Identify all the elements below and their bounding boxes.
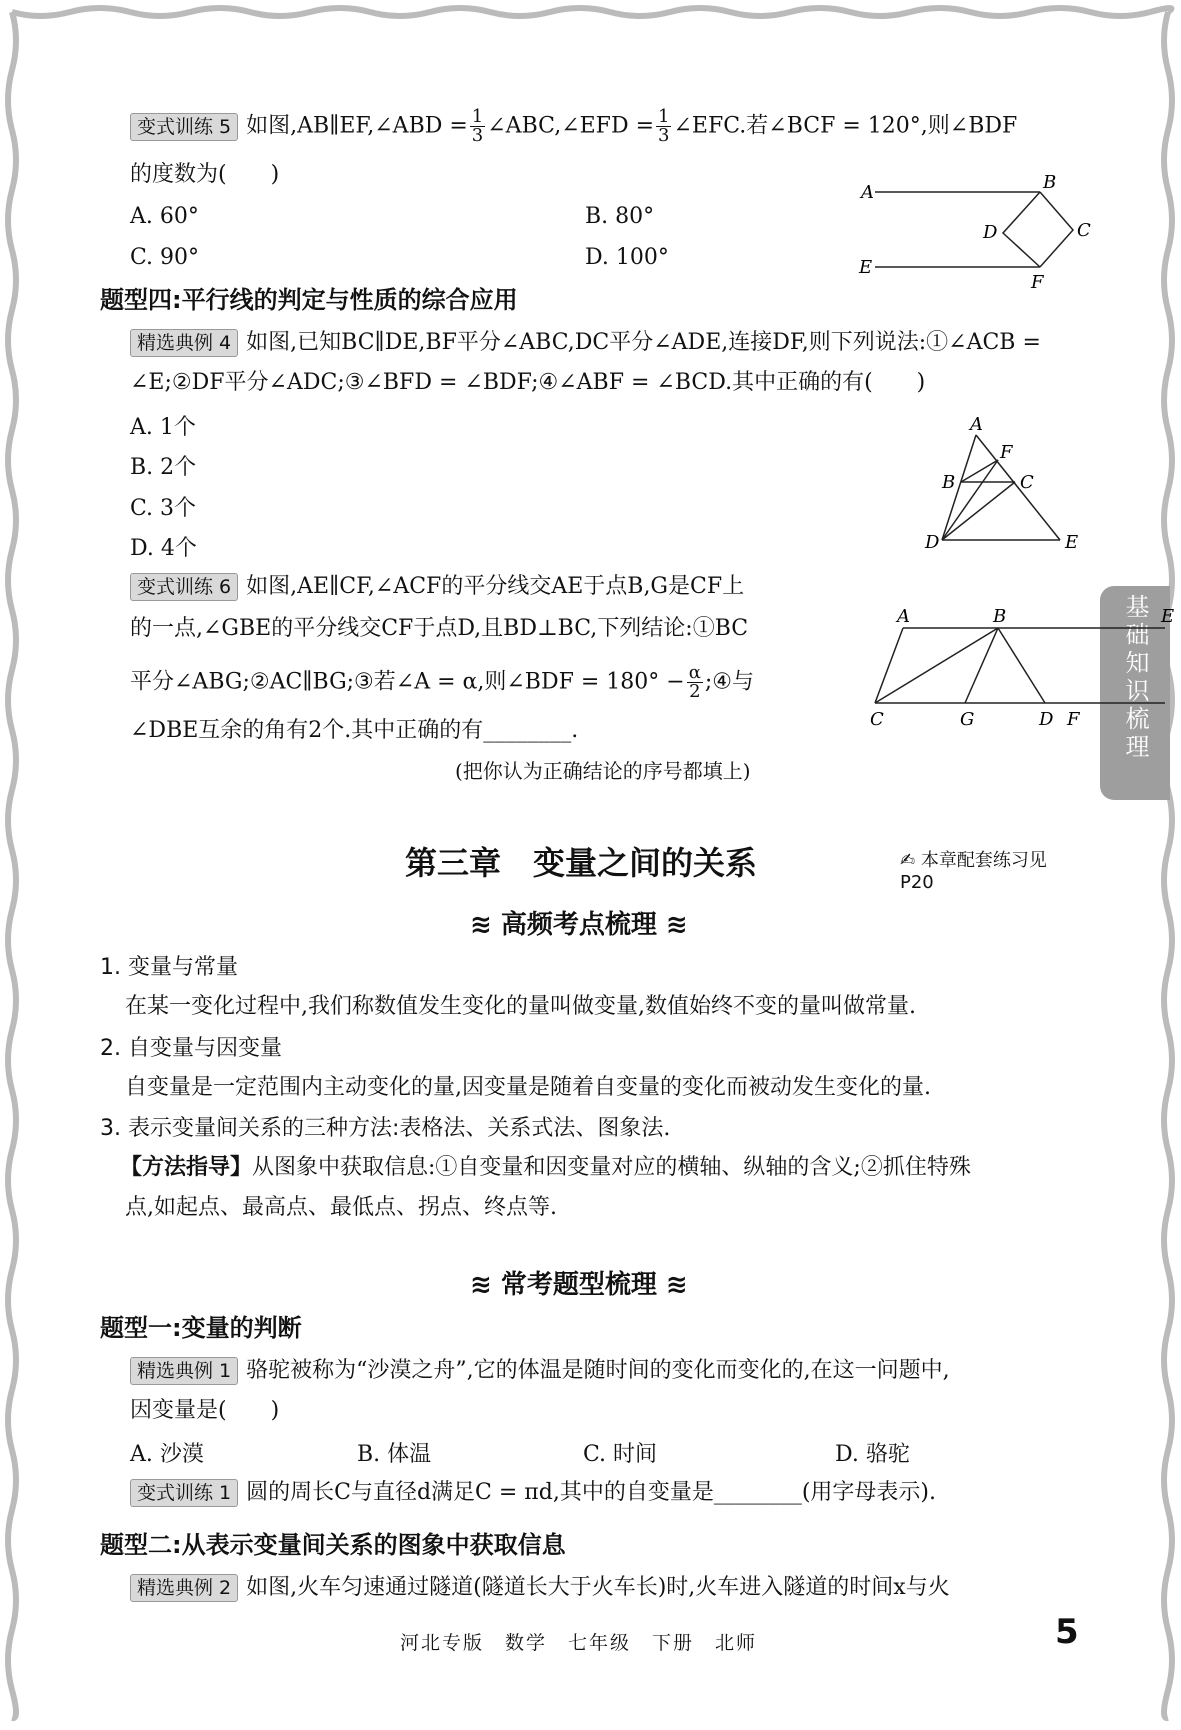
fraction-one-third: $\frac{1}{3}$ [658,106,670,146]
fig-label: B [993,606,1007,627]
wave-icon: ≋ [656,1270,688,1300]
example2-tag: 精选典例 2 [130,1574,238,1602]
point2-text: 自变量是一定范围内主动变化的量,因变量是随着自变量的变化而被动发生变化的量. [125,1075,931,1100]
page-number: 5 [1055,1612,1079,1652]
point1-heading: 1. 变量与常量 [100,955,238,980]
side-tab: 基础知识梳理 [1100,586,1170,800]
page-footer: 河北专版 数学 七年级 下册 北师 [400,1632,758,1654]
v5-line1: 变式训练 5 如图,AB∥EF,∠ABD = $\frac{1}{3}$ ∠ABC,∠EFD = $\frac{1}{3}$ ∠EFC.若∠BCF = 120°,则∠BDF [130,108,1017,145]
fig-label: E [859,257,873,278]
wave-icon: ≋ [656,910,688,940]
fraction-one-third: $\frac{1}{3}$ [471,106,484,146]
wave-icon: ≋ [470,1270,501,1300]
v5-option-b: B. 80° [585,204,655,229]
type4-option-b: B. 2个 [130,455,197,480]
fig-label: E [1065,532,1079,550]
example1-option-c: C. 时间 [583,1442,658,1467]
point3: 3. 表示变量间关系的三种方法:表格法、关系式法、图象法. [100,1116,671,1141]
chapter-title: 第三章 变量之间的关系 [405,844,758,882]
fig-label: D [1039,709,1054,730]
fig-label: B [942,472,956,493]
fig-label: F [1067,709,1080,730]
fig-label: C [870,709,884,730]
example1-option-a: A. 沙漠 [130,1442,204,1467]
v6-line2: 的一点,∠GBE的平分线交CF于点D,且BD⊥BC,下列结论:①BC [130,616,749,641]
type4-option-a: A. 1个 [130,415,196,440]
example1-tag: 精选典例 1 [130,1357,238,1385]
example1-option-b: B. 体温 [357,1442,432,1467]
type4-option-d: D. 4个 [130,536,197,561]
type4-figure [920,410,1100,550]
wave-icon: ≋ [470,910,501,940]
v5-line2: 的度数为( ) [130,162,280,187]
v5-option-a: A. 60° [130,204,199,229]
fig-label: D [925,532,940,550]
v6-figure [865,600,1181,730]
section-high-freq: ≋ 高频考点梳理 ≋ [470,910,688,940]
variant1-tag: 变式训练 1 [130,1479,238,1507]
fig-label: B [1043,172,1057,193]
type4-option-c: C. 3个 [130,496,197,521]
section-common-types: ≋ 常考题型梳理 ≋ [470,1270,688,1300]
method-line2: 点,如起点、最高点、最低点、拐点、终点等. [125,1195,557,1220]
v6-line1: 变式训练 6 如图,AE∥CF,∠ACF的平分线交AE于点B,G是CF上 [130,572,744,602]
v6-line3: 平分∠ABG;②AC∥BG;③若∠A = α,则∠BDF = 180° − $\frac{\alpha}{2}$ ;④与 [130,662,755,702]
chapter-ref: ✍ 本章配套练习见P20 [900,850,1047,893]
fig-label: C [1020,472,1034,493]
type4-heading: 题型四:平行线的判定与性质的综合应用 [100,286,518,314]
fig-label: F [1031,272,1044,293]
type4-line1: 精选典例 4 如图,已知BC∥DE,BF平分∠ABC,DC平分∠ADE,连接DF,则下列说法:①∠ACB = [130,328,1041,358]
v5-option-d: D. 100° [585,245,669,270]
fraction-alpha-half: $\frac{\alpha}{2}$ [688,662,701,702]
v5-option-c: C. 90° [130,245,200,270]
type1-heading: 题型一:变量的判断 [100,1314,302,1342]
point2-heading: 2. 自变量与因变量 [100,1036,282,1061]
example2-line1: 精选典例 2 如图,火车匀速通过隧道(隧道长大于火车长)时,火车进入隧道的时间x与火 [130,1573,950,1603]
type2-heading: 题型二:从表示变量间关系的图象中获取信息 [100,1531,566,1559]
fig-label: A [861,182,874,203]
v5-figure [855,170,1181,295]
type4-line2: ∠E;②DF平分∠ADC;③∠BFD = ∠BDF;④∠ABF = ∠BCD.其中正确的有( ) [130,370,926,395]
fig-label: A [897,606,910,627]
variant1-line: 变式训练 1 圆的周长C与直径d满足C = πd,其中的自变量是________(用字母表示). [130,1478,936,1508]
fig-label: D [983,222,998,243]
method-line1: 【方法指导】从图象中获取信息:①自变量和因变量对应的横轴、纵轴的含义;②抓住特殊 [120,1155,971,1180]
example1-line1: 精选典例 1 骆驼被称为“沙漠之舟”,它的体温是随时间的变化而变化的,在这一问题中, [130,1356,950,1386]
point1-text: 在某一变化过程中,我们称数值发生变化的量叫做变量,数值始终不变的量叫做常量. [125,994,916,1019]
type4-tag: 精选典例 4 [130,329,238,357]
v6-tag: 变式训练 6 [130,573,238,601]
fig-label: G [960,709,975,730]
example1-line2: 因变量是( ) [130,1398,280,1423]
v5-tag: 变式训练 5 [130,113,238,141]
pen-icon: ✍ [900,850,916,871]
fig-label: F [1000,442,1013,463]
v6-note: (把你认为正确结论的序号都填上) [455,759,751,783]
fig-label: E [1161,606,1175,627]
fig-label: A [970,414,983,435]
v6-line4: ∠DBE互余的角有2个.其中正确的有________. [130,718,579,743]
example1-option-d: D. 骆驼 [835,1442,910,1467]
fig-label: C [1077,220,1091,241]
